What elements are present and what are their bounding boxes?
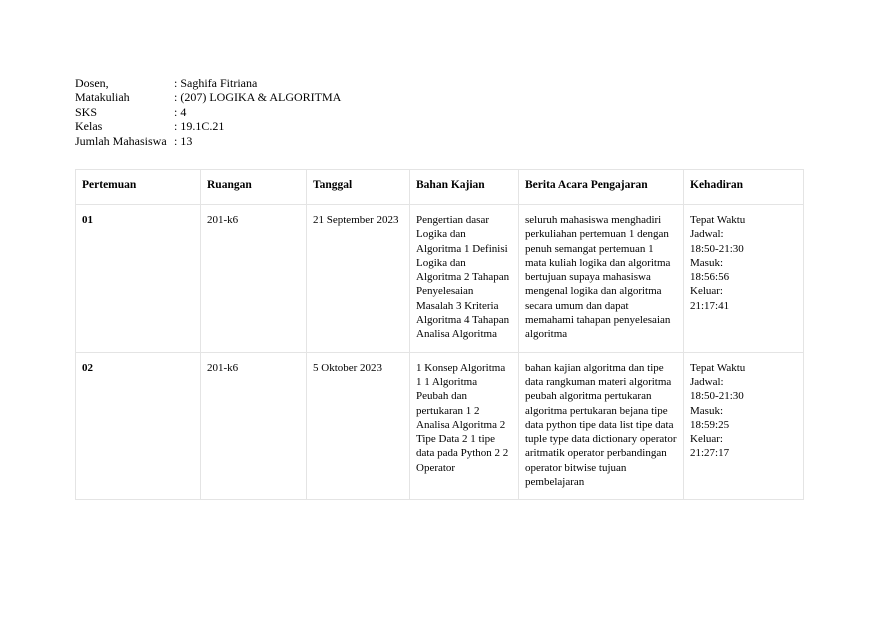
info-row-matakuliah: [75, 90, 341, 104]
info-label: Jumlah Mahasiswa: [75, 133, 167, 148]
attendance-schedule-label: Jadwal:: [690, 228, 724, 241]
info-value: : Saghifa Fitriana: [174, 76, 258, 90]
attendance-schedule: 18:50-21:30: [690, 242, 744, 255]
cell-pertemuan: 02: [76, 352, 201, 500]
cell-pertemuan: 01: [76, 205, 201, 353]
column-header-kehadiran: Kehadiran: [684, 170, 804, 205]
cell-berita-acara: seluruh mahasiswa menghadiri perkuliahan pertemuan 1 dengan penuh semangat pertemuan 1 mata kuliah logika dan algoritma bertujuan supaya mahasiswa mengenal logika dan algoritma secara umum dan dapat memahami tahapan penyelesaian algoritma: [519, 205, 684, 353]
cell-kehadiran: [684, 352, 804, 500]
attendance-in-time: 18:56:56: [690, 271, 730, 284]
table-header-row: [76, 170, 804, 205]
column-header-berita-acara: Berita Acara Pengajaran: [519, 170, 684, 205]
column-header-tanggal: Tanggal: [307, 170, 410, 205]
attendance-in-label: Masuk:: [690, 256, 723, 269]
info-row-jumlah-mahasiswa: [75, 134, 341, 148]
cell-bahan-kajian: Pengertian dasar Logika dan Algoritma 1 Definisi Logika dan Algoritma 2 Tahapan Penyelesaian Masalah 3 Kriteria Algoritma 4 Tahapan Analisa Algoritma: [410, 205, 519, 353]
attendance-out-label: Keluar:: [690, 285, 723, 298]
info-row-kelas: [75, 119, 341, 133]
attendance-out-time: 21:27:17: [690, 447, 730, 460]
info-value: : 19.1C.21: [174, 119, 225, 134]
info-label: Matakuliah: [75, 90, 130, 105]
info-value: : (207) LOGIKA & ALGORITMA: [174, 90, 342, 105]
attendance-in-time: 18:59:25: [690, 418, 730, 431]
cell-kehadiran: [684, 205, 804, 353]
info-label: SKS: [75, 104, 98, 119]
cell-tanggal: 5 Oktober 2023: [307, 352, 410, 500]
table-row: [76, 352, 804, 500]
attendance-in-label: Masuk:: [690, 404, 723, 417]
cell-ruangan: 201-k6: [201, 205, 307, 353]
info-row-dosen: [75, 76, 341, 90]
cell-berita-acara: bahan kajian algoritma dan tipe data rangkuman materi algoritma peubah algoritma pertukaran algoritma pertukaran bejana tipe data python tipe data list tipe data tuple type data dictionary operator aritmatik operator perbandingan operator bitwise tujuan pembelajaran: [519, 352, 684, 500]
column-header-ruangan: Ruangan: [201, 170, 307, 205]
attendance-out-time: 21:17:41: [690, 299, 730, 312]
info-value: : 13: [174, 133, 193, 148]
table-row: [76, 205, 804, 353]
cell-ruangan: 201-k6: [201, 352, 307, 500]
attendance-schedule-label: Jadwal:: [690, 375, 724, 388]
info-label: Kelas: [75, 119, 103, 134]
meeting-table: [75, 169, 804, 500]
attendance-status: Tepat Waktu: [690, 214, 746, 226]
attendance-status: Tepat Waktu: [690, 361, 746, 374]
course-info: [75, 76, 341, 148]
attendance-schedule: 18:50-21:30: [690, 390, 744, 403]
cell-bahan-kajian: 1 Konsep Algoritma 1 1 Algoritma Peubah dan pertukaran 1 2 Analisa Algoritma 2 Tipe Data 2 1 tipe data pada Python 2 2 Operator: [410, 352, 519, 500]
attendance-out-label: Keluar:: [690, 433, 723, 446]
info-value: : 4: [174, 104, 187, 119]
cell-tanggal: 21 September 2023: [307, 205, 410, 353]
column-header-pertemuan: Pertemuan: [76, 170, 201, 205]
column-header-bahan-kajian: Bahan Kajian: [410, 170, 519, 205]
info-label: Dosen,: [75, 76, 109, 90]
info-row-sks: [75, 105, 341, 119]
